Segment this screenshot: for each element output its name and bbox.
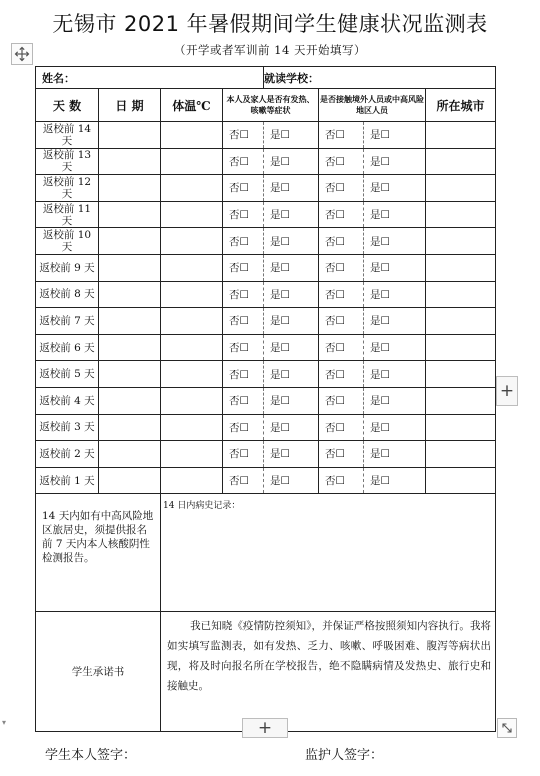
date-cell[interactable] [99,467,161,494]
day-label: 返校前 9 天 [36,254,99,281]
contact-no-checkbox[interactable]: 否☐ [319,148,364,175]
contact-no-checkbox[interactable]: 否☐ [319,201,364,228]
city-cell[interactable] [426,414,496,441]
health-monitor-table [35,66,496,732]
day-row [36,308,496,335]
city-cell[interactable] [426,308,496,335]
school-label: 就读学校： [264,71,319,85]
day-row [36,361,496,388]
contact-yes-checkbox[interactable]: 是☐ [364,228,426,255]
date-cell[interactable] [99,175,161,202]
city-cell[interactable] [426,228,496,255]
temperature-cell[interactable] [161,361,223,388]
contact-yes-checkbox[interactable]: 是☐ [364,441,426,468]
contact-yes-checkbox[interactable]: 是☐ [364,467,426,494]
symptoms-yes-checkbox[interactable]: 是☐ [264,201,319,228]
contact-no-checkbox[interactable]: 否☐ [319,254,364,281]
contact-no-checkbox[interactable]: 否☐ [319,414,364,441]
symptoms-no-checkbox[interactable]: 否☐ [223,441,264,468]
symptoms-yes-checkbox[interactable]: 是☐ [264,308,319,335]
day-label: 返校前 1 天 [36,467,99,494]
move-table-icon[interactable] [11,43,33,65]
contact-no-checkbox[interactable]: 否☐ [319,308,364,335]
symptoms-no-checkbox[interactable]: 否☐ [223,361,264,388]
header-date: 日 期 [99,89,161,122]
temperature-cell[interactable] [161,201,223,228]
date-cell[interactable] [99,387,161,414]
contact-yes-checkbox[interactable]: 是☐ [364,254,426,281]
promise-text: 我已知晓《疫情防控须知》，并保证严格按照须知内容执行。我将如实填写监测表，如有发热、乏力、咳嗽、呼吸困难、腹泻等病状出现，将及时向报名所在学校报告，绝不隐瞒病情及发热史、旅行史和接触史。 [167,620,491,693]
date-cell[interactable] [99,334,161,361]
day-label: 返校前 5 天 [36,361,99,388]
date-cell[interactable] [99,201,161,228]
day-label: 返校前 10 天 [36,228,99,255]
contact-no-checkbox[interactable]: 否☐ [319,467,364,494]
move-arrows-icon [14,46,30,62]
city-cell[interactable] [426,254,496,281]
date-cell[interactable] [99,361,161,388]
symptoms-no-checkbox[interactable]: 否☐ [223,148,264,175]
day-row [36,467,496,494]
symptoms-no-checkbox[interactable]: 否☐ [223,414,264,441]
promise-text-cell [161,612,496,732]
temperature-cell[interactable] [161,387,223,414]
page-title: 无锡市 2021 年暑假期间学生健康状况监测表 [52,12,488,36]
city-cell[interactable] [426,334,496,361]
date-cell[interactable] [99,308,161,335]
illness-history-field[interactable] [161,494,496,612]
day-row [36,254,496,281]
symptoms-no-checkbox[interactable]: 否☐ [223,228,264,255]
note-row [36,494,496,612]
symptoms-yes-checkbox[interactable]: 是☐ [264,361,319,388]
symptoms-no-checkbox[interactable]: 否☐ [223,254,264,281]
temperature-cell[interactable] [161,281,223,308]
resize-arrows-icon [501,722,513,734]
day-label: 返校前 11 天 [36,201,99,228]
symptoms-yes-checkbox[interactable]: 是☐ [264,441,319,468]
contact-yes-checkbox[interactable]: 是☐ [364,201,426,228]
day-row [36,414,496,441]
add-row-button[interactable]: + [242,718,288,738]
contact-yes-checkbox[interactable]: 是☐ [364,334,426,361]
guardian-signature-label: 监护人签字： [305,748,384,763]
resize-table-icon[interactable] [497,718,517,738]
temperature-cell[interactable] [161,467,223,494]
promise-row [36,612,496,732]
city-cell[interactable] [426,122,496,149]
contact-yes-checkbox[interactable]: 是☐ [364,308,426,335]
page-subtitle: （开学或者军训前 14 天开始填写） [174,43,366,57]
symptoms-yes-checkbox[interactable]: 是☐ [264,228,319,255]
symptoms-no-checkbox[interactable]: 否☐ [223,122,264,149]
header-city: 所在城市 [426,89,496,122]
day-row [36,122,496,149]
day-row [36,441,496,468]
scroll-left-arrow-icon: ▾ [2,718,7,727]
student-signature-label: 学生本人签字： [45,748,137,763]
city-cell[interactable] [426,467,496,494]
name-field[interactable] [36,67,264,89]
day-label: 返校前 6 天 [36,334,99,361]
city-cell[interactable] [426,441,496,468]
contact-no-checkbox[interactable]: 否☐ [319,281,364,308]
contact-yes-checkbox[interactable]: 是☐ [364,414,426,441]
symptoms-no-checkbox[interactable]: 否☐ [223,387,264,414]
day-label: 返校前 8 天 [36,281,99,308]
city-cell[interactable] [426,201,496,228]
symptoms-yes-checkbox[interactable]: 是☐ [264,414,319,441]
day-row [36,201,496,228]
contact-yes-checkbox[interactable]: 是☐ [364,387,426,414]
name-label: 姓名： [42,71,75,85]
temperature-cell[interactable] [161,148,223,175]
temperature-cell[interactable] [161,122,223,149]
symptoms-no-checkbox[interactable]: 否☐ [223,201,264,228]
contact-no-checkbox[interactable]: 否☐ [319,387,364,414]
contact-no-checkbox[interactable]: 否☐ [319,334,364,361]
day-row [36,175,496,202]
contact-yes-checkbox[interactable]: 是☐ [364,361,426,388]
add-column-button[interactable]: + [496,376,518,406]
contact-no-checkbox[interactable]: 否☐ [319,122,364,149]
city-cell[interactable] [426,361,496,388]
day-row [36,281,496,308]
header-contact: 是否接触境外人员或中高风险地区人员 [319,89,426,122]
temperature-cell[interactable] [161,414,223,441]
contact-yes-checkbox[interactable]: 是☐ [364,281,426,308]
symptoms-yes-checkbox[interactable]: 是☐ [264,467,319,494]
city-cell[interactable] [426,387,496,414]
illness-history-label: 14 日内病史记录： [163,501,241,512]
symptoms-yes-checkbox[interactable]: 是☐ [264,387,319,414]
contact-no-checkbox[interactable]: 否☐ [319,228,364,255]
day-row [36,148,496,175]
date-cell[interactable] [99,281,161,308]
temperature-cell[interactable] [161,441,223,468]
travel-history-note: 14 天内如有中高风险地区旅居史，须提供报名前 7 天内本人核酸阴性检测报告。 [36,494,161,612]
symptoms-no-checkbox[interactable]: 否☐ [223,467,264,494]
day-label: 返校前 4 天 [36,387,99,414]
contact-no-checkbox[interactable]: 否☐ [319,441,364,468]
contact-no-checkbox[interactable]: 否☐ [319,175,364,202]
contact-yes-checkbox[interactable]: 是☐ [364,122,426,149]
symptoms-no-checkbox[interactable]: 否☐ [223,281,264,308]
symptoms-yes-checkbox[interactable]: 是☐ [264,281,319,308]
symptoms-yes-checkbox[interactable]: 是☐ [264,122,319,149]
symptoms-no-checkbox[interactable]: 否☐ [223,334,264,361]
date-cell[interactable] [99,122,161,149]
city-cell[interactable] [426,175,496,202]
contact-yes-checkbox[interactable]: 是☐ [364,175,426,202]
header-temperature: 体温℃ [161,89,223,122]
temperature-cell[interactable] [161,254,223,281]
city-cell[interactable] [426,281,496,308]
symptoms-yes-checkbox[interactable]: 是☐ [264,334,319,361]
day-label: 返校前 12 天 [36,175,99,202]
header-symptoms: 本人及家人是否有发热、咳嗽等症状 [223,89,319,122]
school-field[interactable] [264,67,496,89]
temperature-cell[interactable] [161,175,223,202]
symptoms-yes-checkbox[interactable]: 是☐ [264,254,319,281]
day-row [36,228,496,255]
day-label: 返校前 14 天 [36,122,99,149]
symptoms-no-checkbox[interactable]: 否☐ [223,175,264,202]
date-cell[interactable] [99,441,161,468]
date-cell[interactable] [99,414,161,441]
contact-no-checkbox[interactable]: 否☐ [319,361,364,388]
symptoms-yes-checkbox[interactable]: 是☐ [264,148,319,175]
day-label: 返校前 13 天 [36,148,99,175]
date-cell[interactable] [99,228,161,255]
symptoms-no-checkbox[interactable]: 否☐ [223,308,264,335]
promise-label: 学生承诺书 [36,612,161,732]
day-row [36,334,496,361]
date-cell[interactable] [99,148,161,175]
temperature-cell[interactable] [161,228,223,255]
date-cell[interactable] [99,254,161,281]
temperature-cell[interactable] [161,334,223,361]
day-label: 返校前 3 天 [36,414,99,441]
day-label: 返校前 2 天 [36,441,99,468]
city-cell[interactable] [426,148,496,175]
symptoms-yes-checkbox[interactable]: 是☐ [264,175,319,202]
day-row [36,387,496,414]
day-label: 返校前 7 天 [36,308,99,335]
contact-yes-checkbox[interactable]: 是☐ [364,148,426,175]
temperature-cell[interactable] [161,308,223,335]
header-days: 天 数 [36,89,99,122]
